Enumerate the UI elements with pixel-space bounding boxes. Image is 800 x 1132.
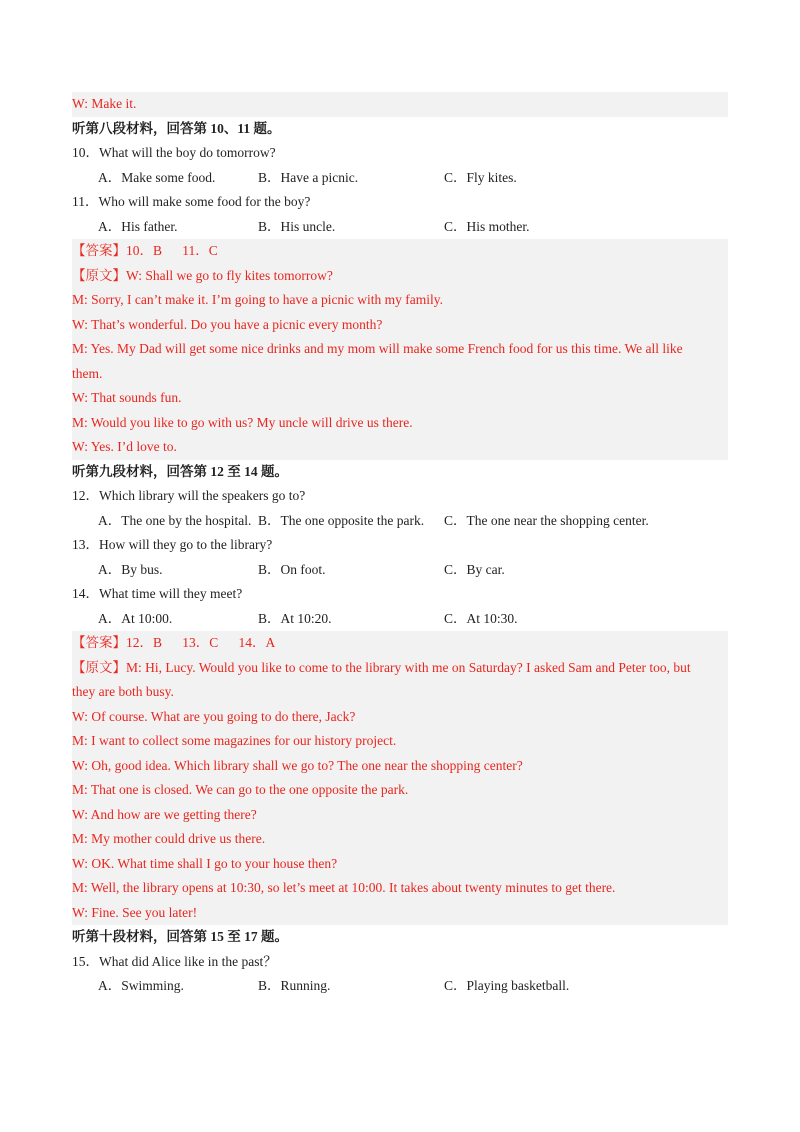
script-line: M: Yes. My Dad will get some nice drinks and my mom will make some French food for us this time. We all like: [72, 341, 683, 356]
option-b: B．On foot.: [258, 561, 326, 577]
answer-block: [72, 631, 728, 925]
option-a: A．The one by the hospital.: [98, 512, 252, 528]
script-line: M: I want to collect some magazines for our history project.: [72, 733, 397, 748]
exam-page: [72, 92, 728, 999]
answer-block: [72, 239, 728, 460]
option-a: A．His father.: [98, 218, 178, 234]
script-line: M: My mother could drive us there.: [72, 831, 266, 846]
answer-line: 【答案】10．B 11．C: [72, 243, 218, 258]
script-line: M: Sorry, I can’t make it. I’m going to have a picnic with my family.: [72, 292, 444, 307]
script-line: W: Make it.: [72, 92, 728, 117]
script-line: 【原文】M: Hi, Lucy. Would you like to come to the library with me on Saturday? I asked Sam and Peter too, but: [72, 659, 691, 675]
options-row: [72, 509, 728, 534]
options-row: [72, 166, 728, 191]
options-row: [72, 607, 728, 632]
script-line: M: Would you like to go with us? My uncle will drive us there.: [72, 414, 413, 430]
script-line: W: Of course. What are you going to do there, Jack?: [72, 708, 356, 724]
question-stem: 10．What will the boy do tomorrow?: [72, 145, 276, 160]
script-line: 【原文】W: Shall we go to fly kites tomorrow?: [72, 267, 333, 283]
script-line: W: That sounds fun.: [72, 390, 182, 405]
script-line: they are both busy.: [72, 684, 174, 699]
answer-line: 【答案】12．B 13．C 14．A: [72, 635, 276, 650]
options-row: [72, 215, 728, 240]
question-stem: 12．Which library will the speakers go to?: [72, 488, 306, 503]
script-line: M: Well, the library opens at 10:30, so let’s meet at 10:00. It takes about twenty minutes to get there.: [72, 880, 616, 895]
option-c: C．By car.: [444, 561, 505, 577]
section-heading: 听第八段材料，回答第 10、11 题。: [72, 120, 281, 136]
option-c: C．Fly kites.: [444, 169, 517, 185]
question-stem: 11．Who will make some food for the boy?: [72, 194, 311, 209]
option-c: C．Playing basketball.: [444, 978, 570, 993]
option-a: A．Swimming.: [98, 978, 184, 993]
options-row: [72, 558, 728, 583]
option-b: B．Running.: [258, 978, 331, 993]
option-c: C．At 10:30.: [444, 610, 518, 626]
option-a: A．By bus.: [98, 561, 163, 577]
question-stem: 13．How will they go to the library?: [72, 537, 273, 552]
script-line: W: Yes. I’d love to.: [72, 439, 177, 454]
question-stem: 15．What did Alice like in the past？: [72, 953, 277, 969]
option-c: C．The one near the shopping center.: [444, 512, 649, 528]
script-line: W: And how are we getting there?: [72, 806, 257, 822]
script-line: W: Oh, good idea. Which library shall we go to? The one near the shopping center?: [72, 757, 523, 773]
option-a: A．Make some food.: [98, 169, 216, 185]
section-heading: 听第九段材料，回答第 12 至 14 题。: [72, 463, 288, 479]
question-stem: 14．What time will they meet?: [72, 586, 243, 601]
option-a: A．At 10:00.: [98, 610, 173, 626]
option-b: B．His uncle.: [258, 218, 336, 234]
script-line: them.: [72, 365, 103, 381]
option-c: C．His mother.: [444, 218, 530, 234]
script-line: W: OK. What time shall I go to your house then?: [72, 855, 338, 871]
option-b: B．Have a picnic.: [258, 169, 359, 185]
option-b: B．The one opposite the park.: [258, 512, 425, 528]
options-row: [72, 974, 728, 999]
script-line: M: That one is closed. We can go to the one opposite the park.: [72, 782, 409, 797]
option-b: B．At 10:20.: [258, 610, 332, 626]
script-line: W: That’s wonderful. Do you have a picnic every month?: [72, 316, 383, 332]
section-heading: 听第十段材料，回答第 15 至 17 题。: [72, 929, 288, 944]
script-line: W: Fine. See you later!: [72, 904, 198, 920]
